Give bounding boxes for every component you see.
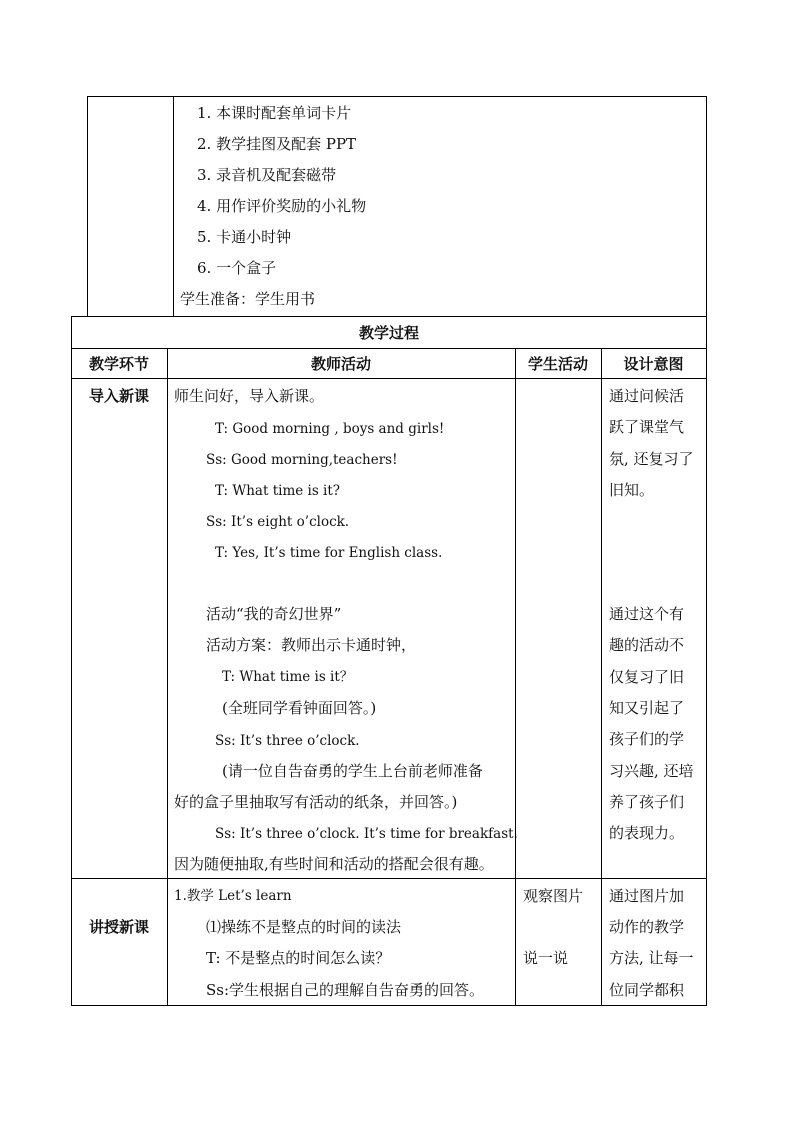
border-left-lower — [71, 316, 72, 1006]
intro-intent-line: 通过问候活 — [609, 387, 685, 405]
intro-intent-line: 跃了课堂气 — [609, 418, 685, 436]
teach-teacher-line: 1.教学 Let’s learn — [174, 888, 292, 904]
teach-intent-line: 动作的教学 — [609, 918, 685, 936]
col-divider-1 — [167, 348, 168, 1006]
material-item-2: 2. 教学挂图及配套 PPT — [197, 135, 357, 153]
intro-intent-line: 通过这个有 — [609, 605, 685, 623]
intro-teacher-line: Ss: Good morning,teachers! — [206, 452, 398, 468]
intro-teacher-line: T: What time is it? — [215, 483, 341, 499]
material-item-1: 1. 本课时配套单词卡片 — [197, 104, 352, 122]
intro-teacher-line: (全班同学看钟面回答。) — [222, 699, 377, 717]
col-divider-2 — [515, 348, 516, 1006]
intro-teacher-line: T: Yes, It’s time for English class. — [215, 545, 443, 561]
intro-intent-line: 孩子们的学 — [609, 730, 685, 748]
header-stage: 教学环节 — [88, 355, 149, 373]
border-left-upper — [87, 96, 88, 316]
intro-intent-line: 旧知。 — [609, 481, 655, 499]
teach-intent-line: 方法, 让每一 — [609, 949, 694, 967]
student-prep: 学生准备：学生用书 — [180, 290, 316, 308]
intro-teacher-line: Ss: It’s three o’clock. It’s time for breakfast. — [215, 826, 518, 842]
border-process-top — [71, 316, 707, 317]
intro-teacher-line: 师生问好，导入新课。 — [174, 387, 325, 405]
process-title: 教学过程 — [358, 324, 419, 342]
intro-intent-line: 的表现力。 — [609, 824, 685, 842]
intro-teacher-line: 活动方案：教师出示卡通时钟， — [206, 636, 417, 654]
border-top — [87, 96, 707, 97]
material-item-5: 5. 卡通小时钟 — [197, 228, 292, 246]
intro-stage: 导入新课 — [88, 387, 149, 405]
header-intent: 设计意图 — [623, 355, 684, 373]
teach-teacher-line: T: 不是整点的时间怎么读？ — [206, 949, 391, 967]
teach-teacher-line: Ss:学生根据自己的理解自告奋勇的回答。 — [206, 981, 485, 999]
teach-stage: 讲授新课 — [88, 918, 149, 936]
teach-intent-line: 通过图片加 — [609, 887, 685, 905]
teach-student-line: 观察图片 — [523, 887, 584, 905]
material-item-4: 4. 用作评价奖励的小礼物 — [197, 197, 367, 215]
intro-teacher-line: T: Good morning , boys and girls! — [215, 421, 445, 437]
intro-intent-line: 趣的活动不 — [609, 636, 685, 654]
intro-teacher-line: T: What time is it？ — [222, 669, 354, 685]
material-item-3: 3. 录音机及配套磁带 — [197, 166, 337, 184]
intro-teacher-line: (请一位自告奋勇的学生上台前老师准备 — [222, 762, 483, 780]
intro-teacher-line: 因为随便抽取,有些时间和活动的搭配会很有趣。 — [174, 855, 494, 873]
intro-intent-line: 仅复习了旧 — [609, 668, 685, 686]
intro-teacher-line: 好的盒子里抽取写有活动的纸条，并回答。) — [174, 793, 458, 811]
intro-intent-line: 知又引起了 — [609, 699, 685, 717]
material-item-6: 6. 一个盒子 — [197, 259, 277, 277]
header-student: 学生活动 — [527, 355, 588, 373]
col-divider-3 — [601, 348, 602, 1006]
border-right — [706, 96, 707, 1006]
intro-intent-line: 氛, 还复习了 — [609, 450, 694, 468]
intro-intent-line: 习兴趣, 还培 — [609, 762, 694, 780]
teach-student-line: 说一说 — [523, 949, 569, 967]
intro-intent-line: 养了孩子们 — [609, 793, 685, 811]
teach-intent-line: 位同学都积 — [609, 981, 685, 999]
header-teacher: 教师活动 — [310, 355, 371, 373]
intro-teacher-line: Ss: It’s three o’clock. — [215, 733, 360, 749]
teach-teacher-line: ⑴操练不是整点的时间的读法 — [206, 918, 402, 936]
intro-teacher-line: 活动“我的奇幻世界” — [206, 605, 342, 623]
intro-teacher-line: Ss: It’s eight o’clock. — [206, 514, 350, 530]
border-divider-upper — [173, 96, 174, 316]
